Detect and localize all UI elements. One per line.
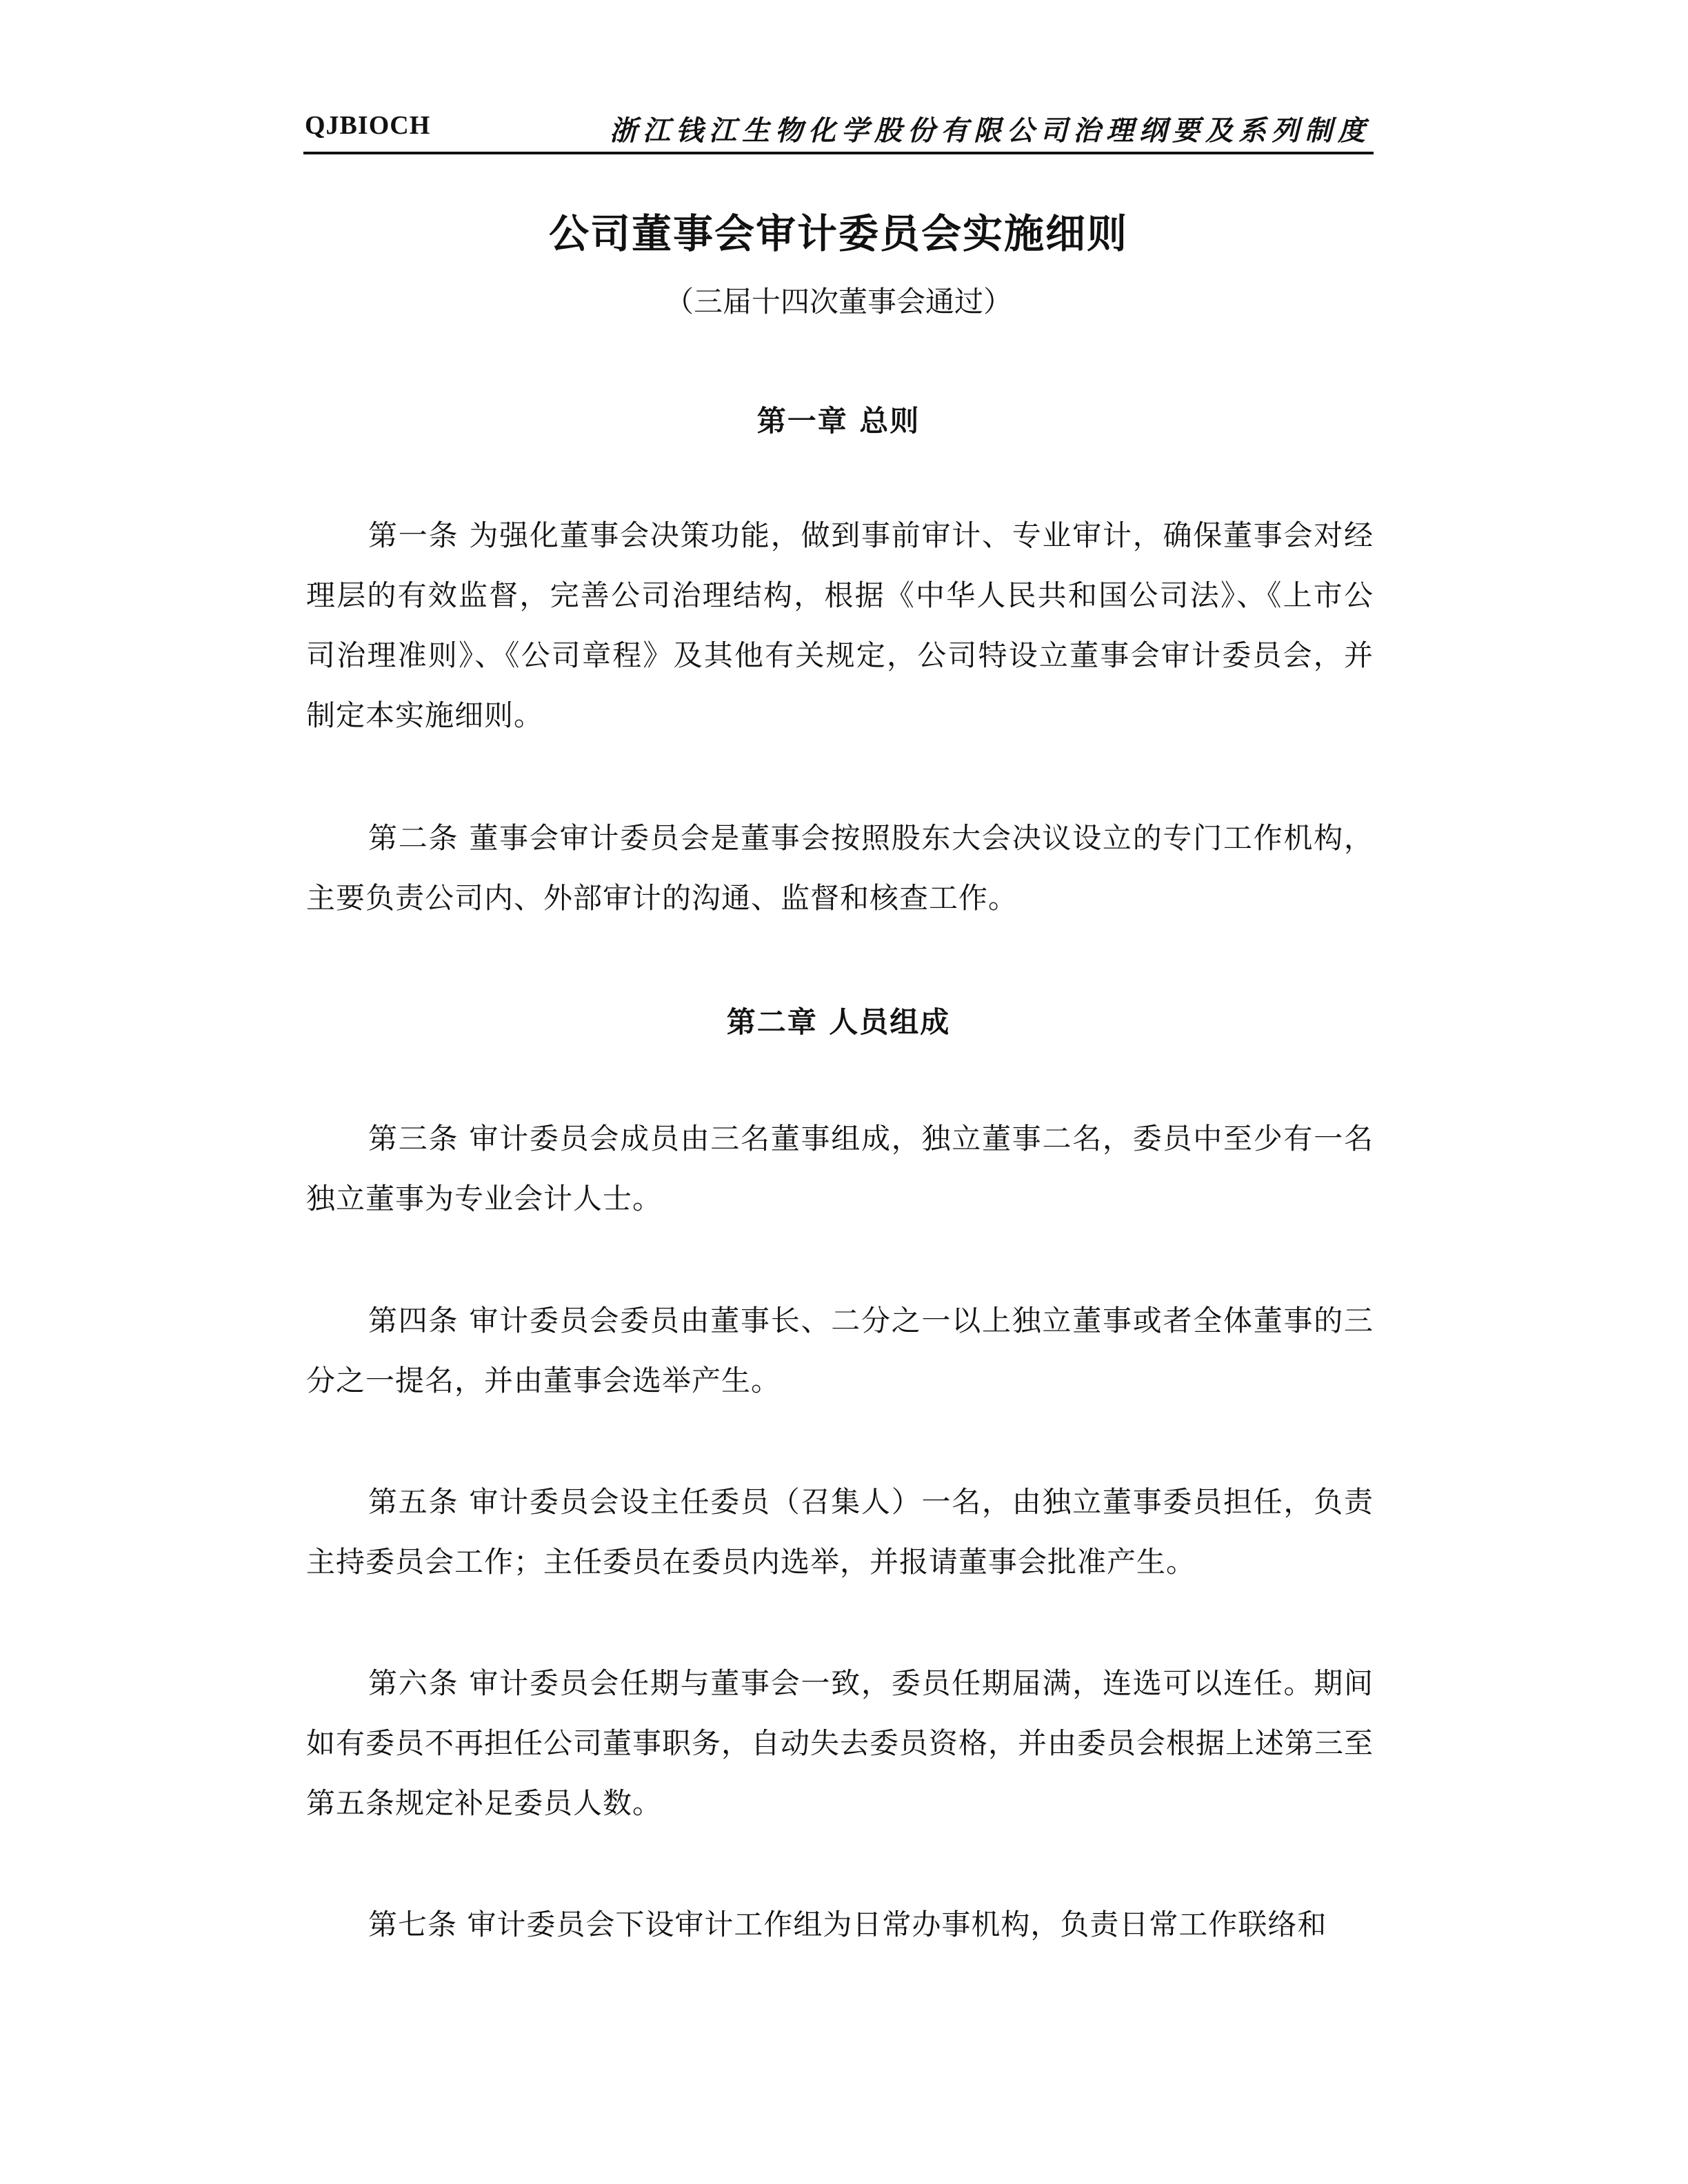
article-7: 第七条 审计委员会下设审计工作组为日常办事机构，负责日常工作联络和	[368, 1908, 1327, 1941]
article-6: 第六条 审计委员会任期与董事会一致，委员任期届满，连选可以连任。期间如有委员不再担任公司董事职务，自动失去委员资格，并由委员会根据上述第三至第五条规定补足委员人数。	[306, 1666, 1374, 1820]
article-1: 第一条 为强化董事会决策功能，做到事前审计、专业审计，确保董事会对经理层的有效监督，完善公司治理结构，根据《中华人民共和国公司法》、《上市公司治理准则》、《公司章程》及其他有关规定，公司特设立董事会审计委员会，并制定本实施细则。	[306, 518, 1374, 732]
page-header	[303, 103, 1374, 154]
document-title: 公司董事会审计委员会实施细则	[548, 210, 1128, 257]
header-document-series: 浙江钱江生物化学股份有限公司治理纲要及系列制度	[610, 114, 1371, 147]
article-4: 第四条 审计委员会委员由董事长、二分之一以上独立董事或者全体董事的三分之一提名，并由董事会选举产生。	[306, 1304, 1374, 1397]
article-3: 第三条 审计委员会成员由三名董事组成，独立董事二名，委员中至少有一名独立董事为专业会计人士。	[306, 1122, 1374, 1215]
header-company-code: QJBIOCH	[305, 111, 431, 140]
chapter-heading-1: 第一章 总则	[756, 404, 921, 438]
chapter-heading-2: 第二章 人员组成	[726, 1005, 951, 1039]
article-5: 第五条 审计委员会设主任委员（召集人）一名，由独立董事委员担任，负责主持委员会工作；主任委员在委员内选举，并报请董事会批准产生。	[306, 1485, 1374, 1579]
article-2: 第二条 董事会审计委员会是董事会按照股东大会决议设立的专门工作机构，主要负责公司内、外部审计的沟通、监督和核查工作。	[306, 821, 1374, 915]
document-subtitle: （三届十四次董事会通过）	[664, 285, 1012, 318]
